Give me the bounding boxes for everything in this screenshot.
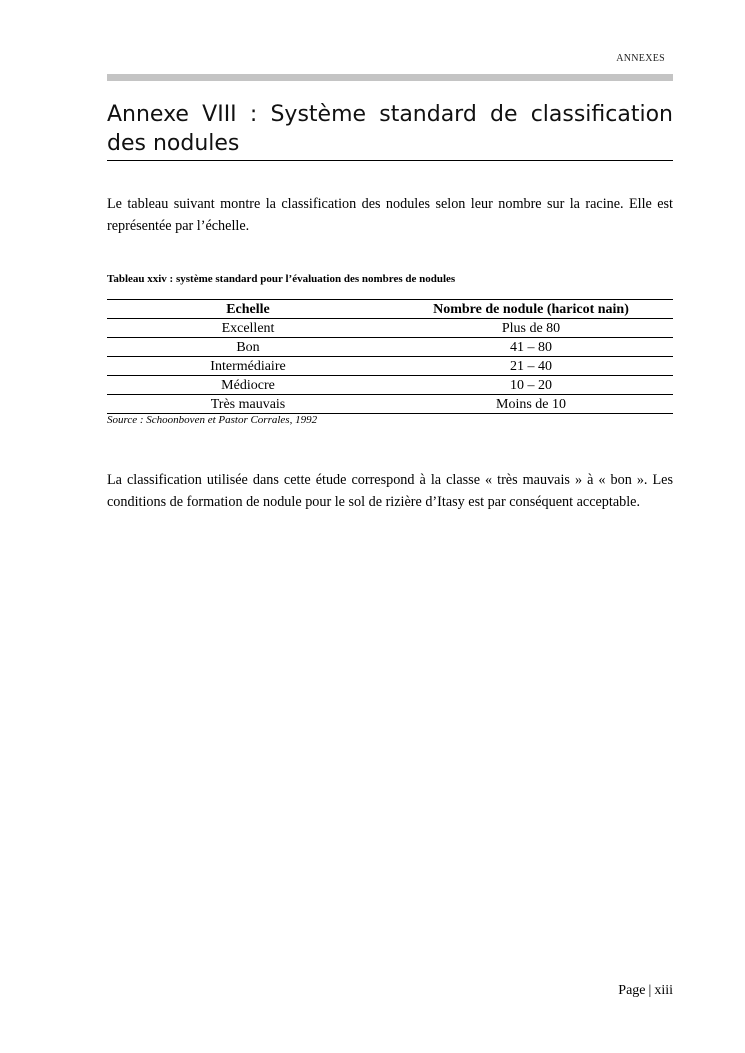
header-rule <box>107 74 673 81</box>
cell-nombre: Plus de 80 <box>389 319 673 338</box>
page-word: Page <box>618 983 646 998</box>
cell-echelle: Excellent <box>107 319 389 338</box>
page-number: xiii <box>654 983 673 998</box>
cell-nombre: 21 – 40 <box>389 357 673 376</box>
table-caption: Tableau xxiv : système standard pour l’évaluation des nombres de nodules <box>107 273 456 285</box>
cell-nombre: 41 – 80 <box>389 338 673 357</box>
cell-echelle: Médiocre <box>107 376 389 395</box>
table-row <box>107 395 673 414</box>
cell-echelle: Bon <box>107 338 389 357</box>
column-header-echelle: Echelle <box>107 300 389 319</box>
column-header-nombre: Nombre de nodule (haricot nain) <box>389 300 673 319</box>
cell-echelle: Très mauvais <box>107 395 389 414</box>
table-row <box>107 319 673 338</box>
table-header-row <box>107 300 673 319</box>
footer-separator: | <box>648 983 652 998</box>
table-source: Source : Schoonboven et Pastor Corrales, 1992 <box>107 414 318 426</box>
table-row <box>107 357 673 376</box>
conclusion-paragraph: La classification utilisée dans cette étude correspond à la classe « très mauvais » à « bon ». Les conditions de formation de nodule pour le sol de rizière d’Itasy est par conséquent acceptable. <box>107 472 673 510</box>
cell-nombre: 10 – 20 <box>389 376 673 395</box>
classification-table <box>107 299 673 414</box>
intro-paragraph: Le tableau suivant montre la classification des nodules selon leur nombre sur la racine. Elle est représentée par l’échelle. <box>107 196 673 234</box>
page-title: Annexe VIII : Système standard de classification des nodules <box>107 100 673 161</box>
page-footer <box>618 983 673 999</box>
table-row <box>107 338 673 357</box>
cell-nombre: Moins de 10 <box>389 395 673 414</box>
cell-echelle: Intermédiaire <box>107 357 389 376</box>
running-header: ANNEXES <box>616 53 665 64</box>
table-row <box>107 376 673 395</box>
